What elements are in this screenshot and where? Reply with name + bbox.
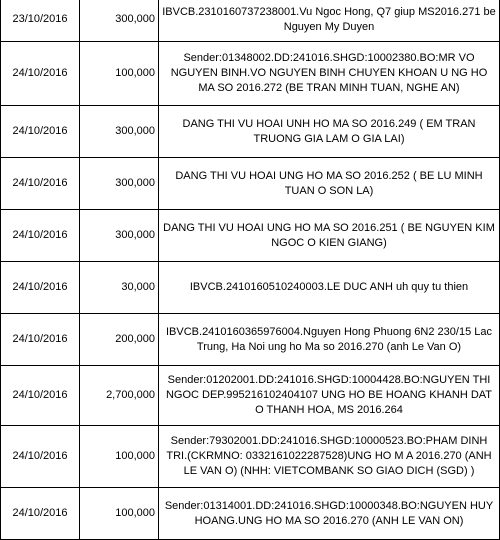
date-cell: 24/10/2016 xyxy=(1,158,80,210)
amount-cell: 200,000 xyxy=(80,314,159,366)
date-cell: 24/10/2016 xyxy=(1,42,80,106)
description-cell: Sender:01202001.DD:241016.SHGD:10004428.BO:NGUYEN THI NGOC DEP.995216102404107 UNG HO BE HOANG KHANH DAT O THANH HOA, MS 2016.264 xyxy=(159,366,500,426)
date-cell: 23/10/2016 xyxy=(1,0,80,42)
description-cell: IBVCB.2310160737238001.Vu Ngoc Hong, Q7 giup MS2016.271 be Nguyen My Duyen xyxy=(159,0,500,42)
table-row xyxy=(1,314,500,366)
table-row xyxy=(1,210,500,262)
description-cell: IBVCB.2410160365976004.Nguyen Hong Phuong 6N2 230/15 Lac Trung, Ha Noi ung ho Ma so 2016.270 (anh Le Van O) xyxy=(159,314,500,366)
amount-cell: 30,000 xyxy=(80,262,159,314)
amount-cell: 300,000 xyxy=(80,0,159,42)
description-cell: DANG THI VU HOAI UNH HO MA SO 2016.249 ( EM TRAN TRUONG GIA LAM O GIA LAI) xyxy=(159,106,500,158)
description-cell: Sender:79302001.DD:241016.SHGD:10000523.BO:PHAM DINH TRI.(CKRMNO: 0332161022287528)UNG HO M A 2016.270 (ANH LE VAN O) (NHH: VIETCOMBANK SO GIAO DICH (SGD) ) xyxy=(159,426,500,488)
amount-cell: 300,000 xyxy=(80,210,159,262)
description-cell: IBVCB.2410160510240003.LE DUC ANH uh quy tu thien xyxy=(159,262,500,314)
table-row xyxy=(1,106,500,158)
table-row xyxy=(1,488,500,540)
table-row xyxy=(1,158,500,210)
amount-cell: 300,000 xyxy=(80,106,159,158)
table-row xyxy=(1,42,500,106)
amount-cell: 100,000 xyxy=(80,42,159,106)
table-row xyxy=(1,366,500,426)
date-cell: 24/10/2016 xyxy=(1,106,80,158)
amount-cell: 300,000 xyxy=(80,158,159,210)
date-cell: 24/10/2016 xyxy=(1,488,80,540)
date-cell: 24/10/2016 xyxy=(1,426,80,488)
table-row xyxy=(1,262,500,314)
description-cell: DANG THI VU HOAI UNG HO MA SO 2016.251 ( BE NGUYEN KIM NGOC O KIEN GIANG) xyxy=(159,210,500,262)
description-cell: Sender:01348002.DD:241016.SHGD:10002380.BO:MR VO NGUYEN BINH.VO NGUYEN BINH CHUYEN KHOAN U NG HO MA SO 2016.272 (BE TRAN MINH TUAN, NGHE AN) xyxy=(159,42,500,106)
amount-cell: 2,700,000 xyxy=(80,366,159,426)
table-row xyxy=(1,0,500,42)
description-cell: DANG THI VU HOAI UNG HO MA SO 2016.252 ( BE LU MINH TUAN O SON LA) xyxy=(159,158,500,210)
amount-cell: 100,000 xyxy=(80,488,159,540)
table-row xyxy=(1,426,500,488)
date-cell: 24/10/2016 xyxy=(1,210,80,262)
transaction-table-body xyxy=(1,0,500,540)
amount-cell: 100,000 xyxy=(80,426,159,488)
date-cell: 24/10/2016 xyxy=(1,314,80,366)
description-cell: Sender:01314001.DD:241016.SHGD:10000348.BO:NGUYEN HUY HOANG.UNG HO MA SO 2016.270 (ANH LE VAN ON) xyxy=(159,488,500,540)
date-cell: 24/10/2016 xyxy=(1,262,80,314)
date-cell: 24/10/2016 xyxy=(1,366,80,426)
